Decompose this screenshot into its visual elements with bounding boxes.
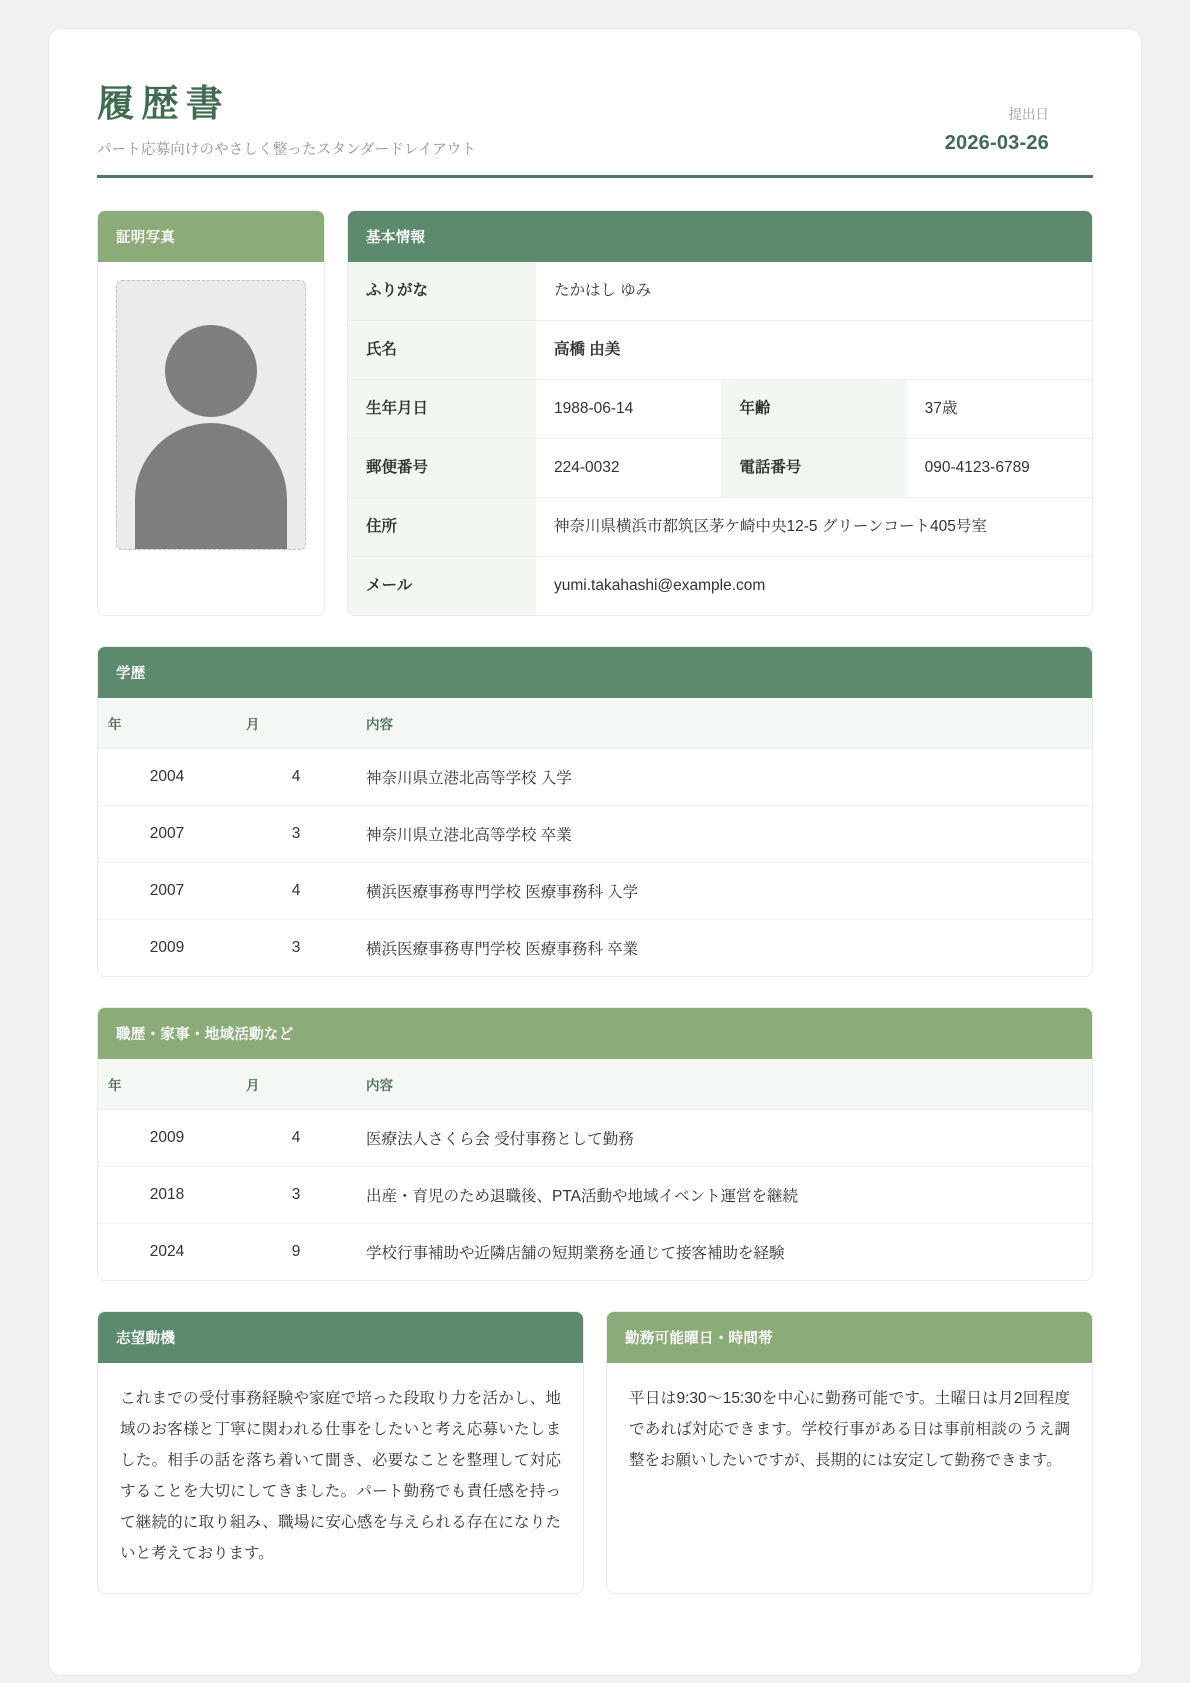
motivation-card bbox=[97, 1311, 584, 1594]
work-year: 2009 bbox=[98, 1109, 236, 1166]
education-year: 2007 bbox=[98, 805, 236, 862]
education-col-content: 内容 bbox=[356, 698, 1092, 749]
photo-placeholder bbox=[116, 280, 306, 550]
table-row bbox=[98, 1223, 1092, 1280]
table-row bbox=[98, 1109, 1092, 1166]
name-value: 高橋 由美 bbox=[536, 320, 1092, 379]
phone-value: 090-4123-6789 bbox=[907, 438, 1092, 497]
address-label: 住所 bbox=[348, 497, 536, 556]
work-history-card bbox=[97, 1007, 1093, 1281]
table-header-row bbox=[98, 1059, 1092, 1110]
work-year: 2024 bbox=[98, 1223, 236, 1280]
age-value: 37歳 bbox=[907, 379, 1092, 438]
work-month: 9 bbox=[236, 1223, 356, 1280]
availability-body: 平日は9:30〜15:30を中心に勤務可能です。土曜日は月2回程度であれば対応できます。学校行事がある日は事前相談のうえ調整をお願いしたいですが、長期的には安定して勤務できます。 bbox=[629, 1389, 1070, 1469]
birthdate-label: 生年月日 bbox=[348, 379, 536, 438]
resume-sheet bbox=[48, 28, 1142, 1676]
availability-section-title: 勤務可能曜日・時間帯 bbox=[607, 1312, 1092, 1363]
table-row bbox=[348, 438, 1092, 497]
basic-info-section-title: 基本情報 bbox=[348, 211, 1092, 262]
avatar-body-icon bbox=[135, 423, 287, 550]
table-header-row bbox=[98, 698, 1092, 749]
work-content: 出産・育児のため退職後、PTA活動や地域イベント運営を継続 bbox=[356, 1166, 1092, 1223]
education-month: 3 bbox=[236, 919, 356, 976]
submission-date-value: 2026-03-26 bbox=[944, 131, 1049, 154]
education-content: 神奈川県立港北高等学校 卒業 bbox=[356, 805, 1092, 862]
work-month: 3 bbox=[236, 1166, 356, 1223]
education-year: 2004 bbox=[98, 748, 236, 805]
work-content: 学校行事補助や近隣店舗の短期業務を通じて接客補助を経験 bbox=[356, 1223, 1092, 1280]
education-month: 4 bbox=[236, 748, 356, 805]
submission-date-label: 提出日 bbox=[1008, 106, 1049, 122]
photo-body bbox=[98, 262, 324, 570]
title-block bbox=[97, 85, 476, 159]
furigana-label: ふりがな bbox=[348, 262, 536, 321]
education-content: 横浜医療事務専門学校 医療事務科 入学 bbox=[356, 862, 1092, 919]
basic-info-card bbox=[347, 210, 1093, 616]
address-value: 神奈川県横浜市都筑区茅ケ崎中央12-5 グリーンコート405号室 bbox=[536, 497, 1092, 556]
education-table bbox=[98, 698, 1092, 976]
email-value: yumi.takahashi@example.com bbox=[536, 556, 1092, 615]
education-year: 2007 bbox=[98, 862, 236, 919]
name-label: 氏名 bbox=[348, 320, 536, 379]
table-row bbox=[348, 497, 1092, 556]
work-year: 2018 bbox=[98, 1166, 236, 1223]
photo-card bbox=[97, 210, 325, 616]
table-row bbox=[348, 379, 1092, 438]
education-year: 2009 bbox=[98, 919, 236, 976]
education-content: 神奈川県立港北高等学校 入学 bbox=[356, 748, 1092, 805]
table-row bbox=[98, 1166, 1092, 1223]
work-history-table bbox=[98, 1059, 1092, 1280]
avatar-head-icon bbox=[165, 325, 257, 417]
availability-card bbox=[606, 1311, 1093, 1594]
table-row bbox=[98, 805, 1092, 862]
top-section bbox=[97, 210, 1093, 616]
motivation-section-title: 志望動機 bbox=[98, 1312, 583, 1363]
table-row bbox=[98, 919, 1092, 976]
bottom-section bbox=[97, 1311, 1093, 1594]
work-col-month: 月 bbox=[236, 1059, 356, 1110]
work-month: 4 bbox=[236, 1109, 356, 1166]
postal-code-label: 郵便番号 bbox=[348, 438, 536, 497]
table-row bbox=[348, 556, 1092, 615]
work-content: 医療法人さくら会 受付事務として勤務 bbox=[356, 1109, 1092, 1166]
education-col-month: 月 bbox=[236, 698, 356, 749]
work-col-content: 内容 bbox=[356, 1059, 1092, 1110]
postal-code-value: 224-0032 bbox=[536, 438, 721, 497]
document-header bbox=[97, 29, 1093, 178]
education-section-title: 学歴 bbox=[98, 647, 1092, 698]
furigana-value: たかはし ゆみ bbox=[554, 281, 652, 299]
table-row bbox=[98, 748, 1092, 805]
phone-label: 電話番号 bbox=[721, 438, 906, 497]
basic-info-table bbox=[348, 262, 1092, 615]
motivation-body: これまでの受付事務経験や家庭で培った段取り力を活かし、地域のお客様と丁寧に関われる仕事をしたいと考え応募いたしました。相手の話を落ち着いて聞き、必要なことを整理して対応することを大切にしてきました。パート勤務でも責任感を持って継続的に取り組み、職場に安心感を与えられる存在になりたいと考えております。 bbox=[120, 1389, 561, 1562]
table-row bbox=[348, 320, 1092, 379]
photo-section-title: 証明写真 bbox=[98, 211, 324, 262]
education-col-year: 年 bbox=[98, 698, 236, 749]
email-label: メール bbox=[348, 556, 536, 615]
table-row bbox=[98, 862, 1092, 919]
education-content: 横浜医療事務専門学校 医療事務科 卒業 bbox=[356, 919, 1092, 976]
page-subtitle: パート応募向けのやさしく整ったスタンダードレイアウト bbox=[97, 141, 477, 158]
table-row bbox=[348, 262, 1092, 321]
age-label: 年齢 bbox=[721, 379, 906, 438]
birthdate-value: 1988-06-14 bbox=[536, 379, 721, 438]
education-month: 4 bbox=[236, 862, 356, 919]
submission-date-block bbox=[945, 103, 1093, 159]
page-title: 履歴書 bbox=[97, 83, 231, 124]
education-card bbox=[97, 646, 1093, 977]
work-history-section-title: 職歴・家事・地域活動など bbox=[98, 1008, 1092, 1059]
work-col-year: 年 bbox=[98, 1059, 236, 1110]
education-month: 3 bbox=[236, 805, 356, 862]
